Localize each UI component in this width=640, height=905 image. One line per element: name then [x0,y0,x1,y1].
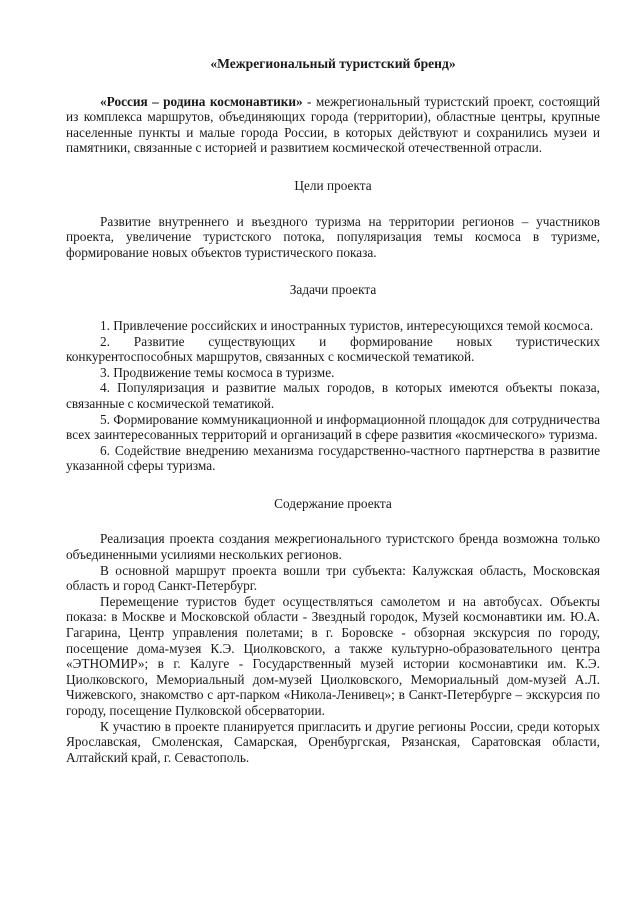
intro-paragraph [66,94,600,156]
task-item-4: 4. Популяризация и развитие малых городов, в которых имеются объекты показа, связанные с космической тематикой. [66,380,600,411]
task-item-3: 3. Продвижение темы космоса в туризме. [100,364,335,380]
content-paragraph-2: В основной маршрут проекта вошли три субъекта: Калужская область, Московская область и город Санкт-Петербург. [66,562,600,594]
content-paragraph-3: Перемещение туристов будет осуществляться самолетом и на автобусах. Объекты показа: в Москве и Московской области - Звездный городок, Музей космонавтики им. Ю.А. Гагарина, Центр управления полетами; в г. Боровске - обзорная экскурсия по городу, посещение дома-музея К.Э. Циолковского, а также культурно-образовательного центра «ЭТНОМИР»; в г. Калуге - Государственный музей истории космонавтики им. К.Э. Циолковского, Мемориальный дом-музей Циолковского, Мемориальный дом-музей А.Л. Чижевского, знакомство с арт-парком «Никола-Ленивец»; в Санкт-Петербурге – экскурсия по городу, посещение Пулковской обсерватории. [66,593,600,718]
content-paragraph-4: К участию в проекте планируется пригласить и другие регионы России, среди которых Ярославская, Смоленская, Самарская, Оренбургская, Рязанская, Саратовская области, Алтайский край, г. Севастополь. [66,718,600,765]
task-item-5: 5. Формирование коммуникационной и информационной площадок для сотрудничества всех заинтересованных территорий и организаций в сфере развития «космического» туризма. [66,411,600,443]
content-heading: Содержание проекта [274,495,392,511]
goals-paragraph: Развитие внутреннего и въездного туризма на территории регионов – участников проекта, увеличение туристского потока, популяризация темы космоса в туризме, формирование новых объектов туристического показа. [66,213,600,260]
task-item-6: 6. Содействие внедрению механизма государственно-частного партнерства в развитие указанной сферы туризма. [66,442,600,474]
intro-text: - межрегиональный туристский проект, состоящий из комплекса маршрутов, объединяющих города (территории), областные центры, крупные населенные пункты и малые города России, в которых действуют и сохранились музеи и памятники, связанные с историей и развитием космической отечественной отрасли. [66,93,600,156]
content-paragraph-1: Реализация проекта создания межрегионального туристского бренда возможна только объединенными усилиями нескольких регионов. [66,531,600,563]
goals-heading: Цели проекта [294,177,372,193]
task-item-2: 2. Развитие существующих и формирование новых туристических конкурентоспособных маршрутов, связанных с космической тематикой. [66,333,600,365]
brand-name: «Россия – родина космонавтики» [100,93,303,109]
document-title: «Межрегиональный туристский бренд» [210,56,456,71]
tasks-heading: Задачи проекта [289,282,377,298]
document-page [66,52,600,765]
task-item-1: 1. Привлечение российских и иностранных туристов, интересующихся темой космоса. [100,317,594,333]
